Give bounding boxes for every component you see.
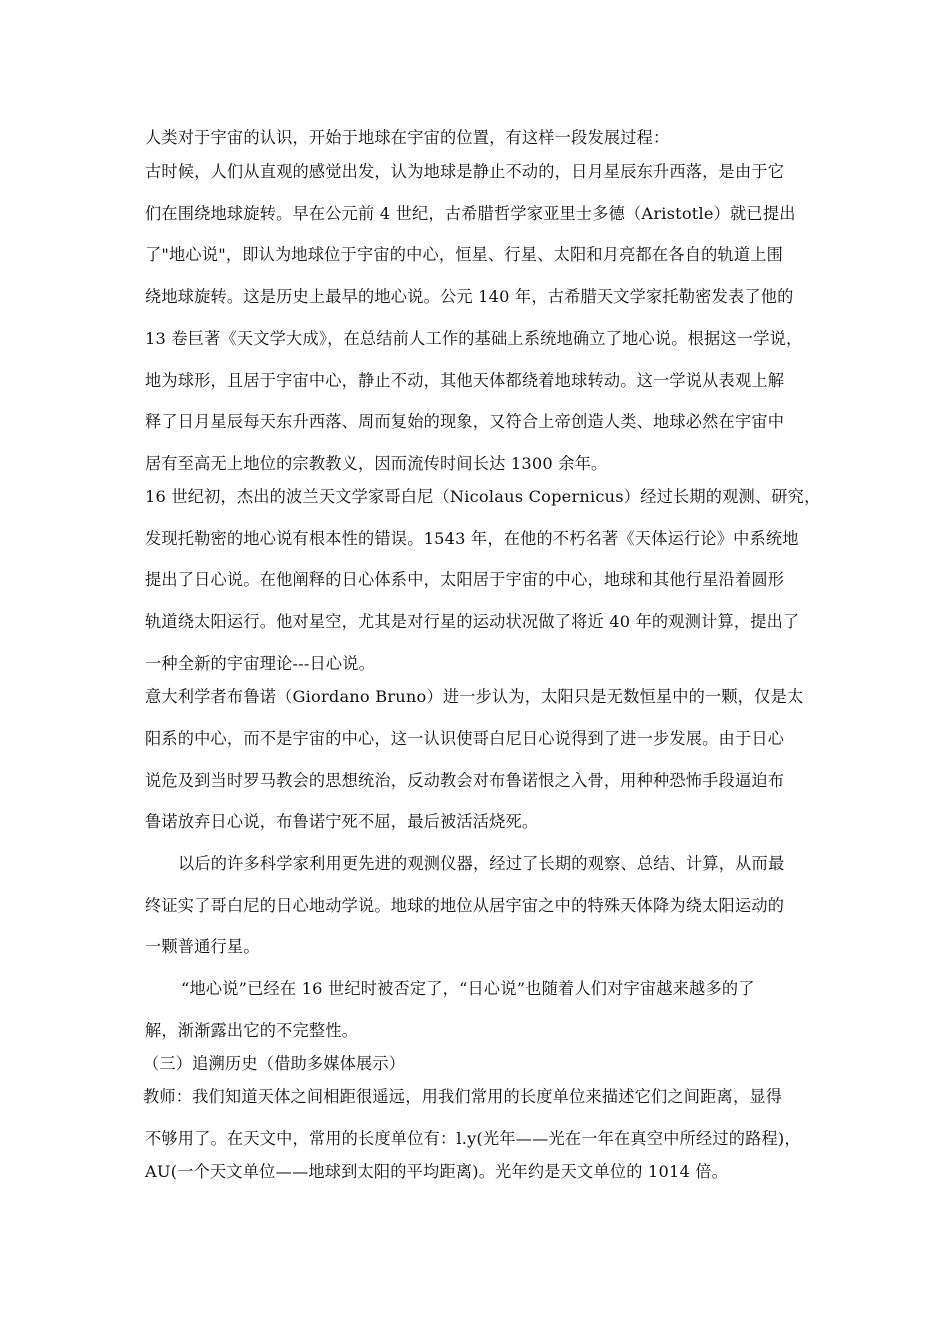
- text-line: 释了日月星辰每天东升西落、周而复始的现象，又符合上帝创造人类、地球必然在宇宙中: [145, 412, 785, 431]
- text-line: 13 卷巨著《天文学大成》，在总结前人工作的基础上系统地确立了地心说。根据这一学说，: [145, 329, 803, 348]
- text-line: 发现托勒密的地心说有根本性的错误。1543 年，在他的不朽名著《天体运行论》中系统地: [145, 529, 799, 548]
- text-line: 一种全新的宇宙理论---日心说。: [145, 654, 376, 673]
- text-line: 解，渐渐露出它的不完整性。: [145, 1021, 359, 1040]
- text-line: 人类对于宇宙的认识，开始于地球在宇宙的位置，有这样一段发展过程：: [145, 128, 670, 147]
- text-line: 居有至高无上地位的宗教教义，因而流传时间长达 1300 余年。: [145, 454, 608, 473]
- text-line: 终证实了哥白尼的日心地动学说。地球的地位从居宇宙之中的特殊天体降为绕太阳运动的: [145, 896, 785, 915]
- text-line: 说危及到当时罗马教会的思想统治，反动教会对布鲁诺恨之入骨，用种种恐怖手段逼迫布: [145, 771, 785, 790]
- text-line: 提出了日心说。在他阐释的日心体系中，太阳居于宇宙的中心，地球和其他行星沿着圆形: [145, 570, 785, 589]
- text-line: 意大利学者布鲁诺（Giordano Bruno）进一步认为，太阳只是无数恒星中的一颗，仅是太: [145, 687, 804, 706]
- text-line: 阳系的中心，而不是宇宙的中心，这一认识使哥白尼日心说得到了进一步发展。由于日心: [145, 729, 785, 748]
- text-line: 地为球形，且居于宇宙中心，静止不动，其他天体都绕着地球转动。这一学说从表观上解: [145, 371, 785, 390]
- text-line: 们在围绕地球旋转。早在公元前 4 世纪，古希腊哲学家亚里士多德（Aristotle）就已提出: [145, 204, 796, 223]
- text-line: 了"地心说"，即认为地球位于宇宙的中心，恒星、行星、太阳和月亮都在各自的轨道上围: [145, 245, 784, 264]
- text-line: “地心说”已经在 16 世纪时被否定了，“日心说”也随着人们对宇宙越来越多的了: [181, 979, 755, 998]
- text-line: 不够用了。在天文中，常用的长度单位有：l.y(光年——光在一年在真空中所经过的路程)，: [145, 1129, 801, 1148]
- text-line: 教师：我们知道天体之间相距很遥远，用我们常用的长度单位来描述它们之间距离，显得: [143, 1087, 783, 1106]
- text-line: 一颗普通行星。: [145, 937, 260, 956]
- text-line: 以后的许多科学家利用更先进的观测仪器，经过了长期的观察、总结、计算，从而最: [178, 854, 785, 873]
- text-line: AU(一个天文单位——地球到太阳的平均距离)。光年约是天文单位的 1014 倍。: [145, 1162, 729, 1181]
- text-line: 16 世纪初，杰出的波兰天文学家哥白尼（Nicolaus Copernicus）经过长期的观测、研究，: [145, 487, 821, 506]
- section-heading: （三）追溯历史（借助多媒体展示）: [143, 1054, 406, 1073]
- text-line: 古时候，人们从直观的感觉出发，认为地球是静止不动的，日月星辰东升西落，是由于它: [145, 162, 785, 181]
- text-line: 鲁诺放弃日心说，布鲁诺宁死不屈，最后被活活烧死。: [145, 812, 539, 831]
- text-line: 绕地球旋转。这是历史上最早的地心说。公元 140 年，古希腊天文学家托勒密发表了他的: [145, 287, 794, 306]
- text-line: 轨道绕太阳运行。他对星空，尤其是对行星的运动状况做了将近 40 年的观测计算，提出了: [145, 612, 800, 631]
